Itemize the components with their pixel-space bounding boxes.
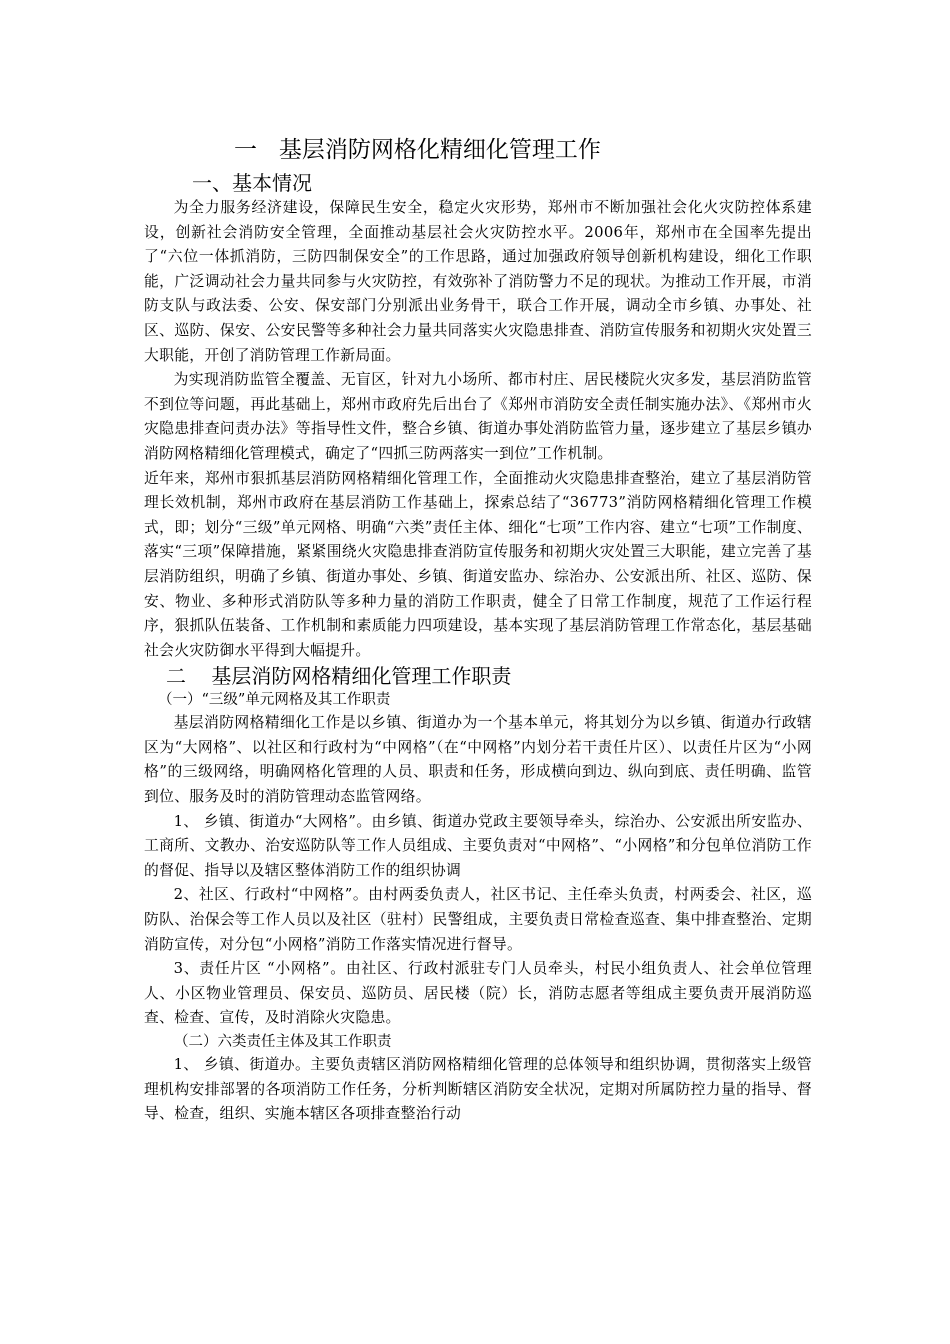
document-title: 一 基层消防网格化精细化管理工作 xyxy=(234,137,601,163)
subsection2-item: 1、 乡镇、街道办。主要负责辖区消防网格精细化管理的总体领导和组织协调，贯彻落实上级管理机构安排部署的各项消防工作任务，分析判断辖区消防安全状况，定期对所属防控力量的指导、督导、检查，组织、实施本辖区各项排查整治行动 xyxy=(144,1056,812,1123)
subsection1-item: 3、责任片区 “小网格”。由社区、行政村派驻专门人员牵头，村民小组负责人、社会单位管理人、小区物业管理员、保安员、巡防员、居民楼（院）长，消防志愿者等组成主要负责开展消防巡查、检查、宣传，及时消除火灾隐患。 xyxy=(144,960,812,1027)
section1-paragraph: 为实现消防监管全覆盖、无盲区，针对九小场所、都市村庄、居民楼院火灾多发，基层消防监管不到位等问题，再此基础上，郑州市政府先后出台了《郑州市消防安全责任制实施办法》、《郑州市火灾隐患排查问责办法》等指导性文件，整合乡镇、街道办事处消防监管力量，逐步建立了基层乡镇办消防网格精细化管理模式，确定了“四抓三防两落实一到位”工作机制。 xyxy=(144,371,812,462)
subsection2-heading: （二）六类责任主体及其工作职责 xyxy=(174,1034,392,1050)
subsection1-heading: （一）“三级”单元网格及其工作职责 xyxy=(158,692,391,709)
section1-paragraph: 近年来，郑州市狠抓基层消防网格精细化管理工作，全面推动火灾隐患排查整治，建立了基层消防管理长效机制，郑州市政府在基层消防工作基础上，探索总结了“36773”消防网格精细化管理工作模式，即；划分“三级”单元网格、明确“六类”责任主体、细化“七项”工作内容、建立“七项”工作制度、落实“三项”保障措施，紧紧围绕火灾隐患排查消防宣传服务和初期火灾处置三大职能，建立完善了基层消防组织，明确了乡镇、街道办事处、乡镇、街道安监办、综治办、公安派出所、社区、巡防、保安、物业、多种形式消防队等多种力量的消防工作职责，健全了日常工作制度，规范了工作运行程序，狠抓队伍装备、工作机制和素质能力四项建设，基本实现了基层消防管理工作常态化，基层基础社会火灾防御水平得到大幅提升。 xyxy=(144,469,812,659)
section1-heading: 一、基本情况 xyxy=(192,171,312,195)
document-page xyxy=(144,130,812,1127)
subsection1-intro: 基层消防网格精细化工作是以乡镇、街道办为一个基本单元，将其划分为以乡镇、街道办行政辖区为“大网格”、以社区和行政村为“中网格”（在“中网格”内划分若干责任片区）、以责任片区为“小网格”的三级网络，明确网格化管理的人员、职责和任务，形成横向到边、纵向到底、责任明确、监管到位、服务及时的消防管理动态监管网络。 xyxy=(144,714,812,806)
subsection1-item: 2、社区、行政村“中网格”。由村两委负责人，社区书记、主任牵头负责，村两委会、社区，巡防队、治保会等工作人员以及社区（驻村）民警组成，主要负责日常检查巡查、集中排查整治、定期消防宣传，对分包“小网格”消防工作落实情况进行督导。 xyxy=(144,886,812,953)
section2-heading: 二 基层消防网格精细化管理工作职责 xyxy=(166,664,512,689)
section1-paragraph: 为全力服务经济建设，保障民生安全，稳定火灾形势，郑州市不断加强社会化火灾防控体系建设，创新社会消防安全管理，全面推动基层社会火灾防控水平。2006年，郑州市在全国率先提出了“六位一体抓消防，三防四制保安全”的工作思路，通过加强政府领导创新机构建设，细化工作职能，广泛调动社会力量共同参与火灾防控，有效弥补了消防警力不足的现状。为推动工作开展，市消防支队与政法委、公安、保安部门分别派出业务骨干，联合工作开展，调动全市乡镇、办事处、社区、巡防、保安、公安民警等多种社会力量共同落实火灾隐患排查、消防宣传服务和初期火灾处置三大职能，开创了消防管理工作新局面。 xyxy=(144,199,812,364)
subsection1-item: 1、 乡镇、街道办“大网格”。由乡镇、街道办党政主要领导牵头，综治办、公安派出所安监办、工商所、文教办、治安巡防队等工作人员组成、主要负责对“中网格”、“小网格”和分包单位消防工作的督促、指导以及辖区整体消防工作的组织协调 xyxy=(144,812,812,879)
